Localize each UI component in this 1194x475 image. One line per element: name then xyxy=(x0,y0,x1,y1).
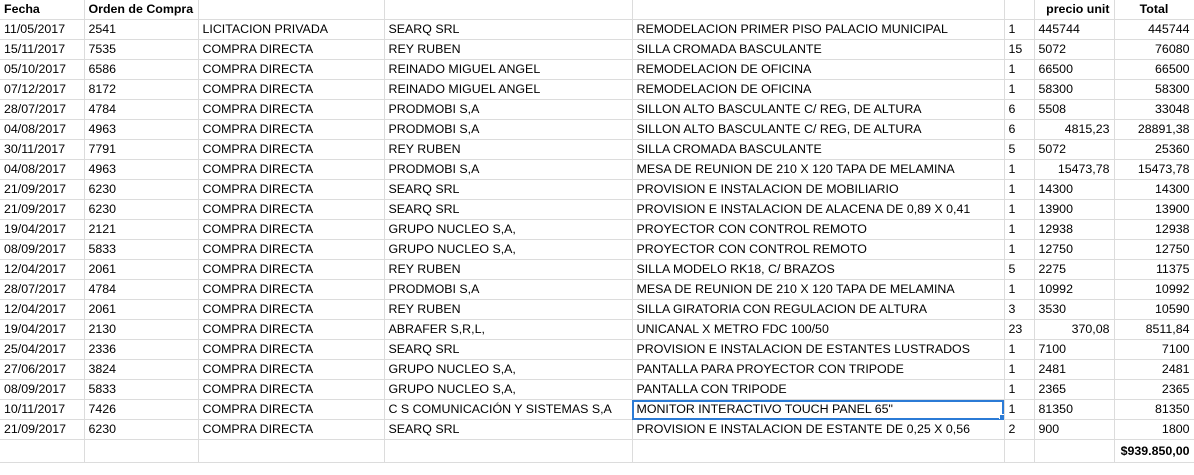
cell-orden[interactable]: 5833 xyxy=(84,380,198,400)
cell-proveedor[interactable]: C S COMUNICACIÓN Y SISTEMAS S,A xyxy=(384,400,632,420)
table-row xyxy=(0,180,1194,200)
grand-total[interactable]: $939.850,00 xyxy=(1114,440,1194,463)
cell-precio[interactable]: 13900 xyxy=(1034,200,1114,220)
cell-cantidad[interactable]: 23 xyxy=(1004,320,1034,340)
cell-tipo[interactable]: COMPRA DIRECTA xyxy=(198,340,384,360)
cell-total[interactable]: 12750 xyxy=(1114,240,1194,260)
cell-orden[interactable]: 7426 xyxy=(84,400,198,420)
cell-descripcion[interactable]: PROVISION E INSTALACION DE MOBILIARIO xyxy=(632,180,1004,200)
cell-fecha[interactable]: 21/09/2017 xyxy=(0,180,84,200)
cell-total[interactable]: 1800 xyxy=(1114,420,1194,440)
cell-fecha[interactable]: 25/04/2017 xyxy=(0,340,84,360)
header-fecha[interactable]: Fecha xyxy=(0,0,84,20)
cell-descripcion[interactable]: PANTALLA CON TRIPODE xyxy=(632,380,1004,400)
cell-proveedor[interactable]: SEARQ SRL xyxy=(384,200,632,220)
cell-cantidad[interactable]: 1 xyxy=(1004,400,1034,420)
header-row xyxy=(0,0,1194,20)
cell-total[interactable]: 445744 xyxy=(1114,20,1194,40)
cell-fecha[interactable]: 12/04/2017 xyxy=(0,300,84,320)
cell-descripcion[interactable]: PROYECTOR CON CONTROL REMOTO xyxy=(632,220,1004,240)
cell-tipo[interactable]: COMPRA DIRECTA xyxy=(198,60,384,80)
cell-descripcion[interactable]: SILLON ALTO BASCULANTE C/ REG, DE ALTURA xyxy=(632,100,1004,120)
cell-total[interactable]: 81350 xyxy=(1114,400,1194,420)
cell-orden[interactable]: 4784 xyxy=(84,100,198,120)
cell-descripcion[interactable]: SILLA CROMADA BASCULANTE xyxy=(632,140,1004,160)
cell-tipo[interactable]: COMPRA DIRECTA xyxy=(198,220,384,240)
cell-orden[interactable]: 2541 xyxy=(84,20,198,40)
cell-tipo[interactable]: COMPRA DIRECTA xyxy=(198,120,384,140)
cell-proveedor[interactable]: GRUPO NUCLEO S,A, xyxy=(384,240,632,260)
cell-precio[interactable]: 5508 xyxy=(1034,100,1114,120)
cell-cantidad[interactable]: 1 xyxy=(1004,160,1034,180)
cell-descripcion[interactable]: MONITOR INTERACTIVO TOUCH PANEL 65" xyxy=(632,400,1004,420)
cell-proveedor[interactable]: SEARQ SRL xyxy=(384,20,632,40)
cell-tipo[interactable]: COMPRA DIRECTA xyxy=(198,40,384,60)
table-row xyxy=(0,360,1194,380)
cell-proveedor[interactable]: REY RUBEN xyxy=(384,260,632,280)
header-total[interactable]: Total xyxy=(1114,0,1194,20)
cell-proveedor[interactable]: REY RUBEN xyxy=(384,40,632,60)
cell-orden[interactable]: 2121 xyxy=(84,220,198,240)
header-orden[interactable]: Orden de Compra xyxy=(84,0,198,20)
cell-descripcion[interactable]: REMODELACION DE OFICINA xyxy=(632,60,1004,80)
cell-precio[interactable]: 15473,78 xyxy=(1034,160,1114,180)
cell-tipo[interactable]: LICITACION PRIVADA xyxy=(198,20,384,40)
table-row xyxy=(0,220,1194,240)
cell-precio[interactable]: 2481 xyxy=(1034,360,1114,380)
cell-tipo[interactable]: COMPRA DIRECTA xyxy=(198,80,384,100)
cell-descripcion[interactable]: UNICANAL X METRO FDC 100/50 xyxy=(632,320,1004,340)
cell-orden[interactable]: 6230 xyxy=(84,420,198,440)
table-row xyxy=(0,160,1194,180)
cell-tipo[interactable]: COMPRA DIRECTA xyxy=(198,380,384,400)
cell-descripcion[interactable]: SILLA MODELO RK18, C/ BRAZOS xyxy=(632,260,1004,280)
cell-precio[interactable]: 370,08 xyxy=(1034,320,1114,340)
cell-proveedor[interactable]: REINADO MIGUEL ANGEL xyxy=(384,80,632,100)
table-row xyxy=(0,80,1194,100)
empty-cell[interactable] xyxy=(84,440,198,463)
table-row xyxy=(0,420,1194,440)
cell-descripcion[interactable]: REMODELACION PRIMER PISO PALACIO MUNICIPAL xyxy=(632,20,1004,40)
cell-total[interactable]: 15473,78 xyxy=(1114,160,1194,180)
cell-tipo[interactable]: COMPRA DIRECTA xyxy=(198,300,384,320)
cell-precio[interactable]: 12750 xyxy=(1034,240,1114,260)
cell-descripcion[interactable]: PROVISION E INSTALACION DE ESTANTE DE 0,25 X 0,56 xyxy=(632,420,1004,440)
table-row xyxy=(0,100,1194,120)
cell-orden[interactable]: 2130 xyxy=(84,320,198,340)
cell-orden[interactable]: 6230 xyxy=(84,200,198,220)
cell-precio[interactable]: 58300 xyxy=(1034,80,1114,100)
cell-cantidad[interactable]: 1 xyxy=(1004,200,1034,220)
cell-descripcion[interactable]: MESA DE REUNION DE 210 X 120 TAPA DE MELAMINA xyxy=(632,160,1004,180)
cell-total[interactable]: 2481 xyxy=(1114,360,1194,380)
cell-total[interactable]: 12938 xyxy=(1114,220,1194,240)
cell-total[interactable]: 10992 xyxy=(1114,280,1194,300)
table-row xyxy=(0,60,1194,80)
empty-cell[interactable] xyxy=(0,440,84,463)
cell-total[interactable]: 10590 xyxy=(1114,300,1194,320)
table-row xyxy=(0,280,1194,300)
cell-total[interactable]: 25360 xyxy=(1114,140,1194,160)
table-row xyxy=(0,40,1194,60)
cell-fecha[interactable]: 10/11/2017 xyxy=(0,400,84,420)
cell-cantidad[interactable]: 5 xyxy=(1004,140,1034,160)
cell-proveedor[interactable]: GRUPO NUCLEO S,A, xyxy=(384,220,632,240)
cell-total[interactable]: 58300 xyxy=(1114,80,1194,100)
cell-precio[interactable]: 4815,23 xyxy=(1034,120,1114,140)
cell-proveedor[interactable]: PRODMOBI S,A xyxy=(384,160,632,180)
cell-fecha[interactable]: 21/09/2017 xyxy=(0,200,84,220)
cell-precio[interactable]: 900 xyxy=(1034,420,1114,440)
cell-precio[interactable]: 3530 xyxy=(1034,300,1114,320)
cell-precio[interactable]: 66500 xyxy=(1034,60,1114,80)
empty-cell[interactable] xyxy=(198,440,384,463)
cell-fecha[interactable]: 04/08/2017 xyxy=(0,120,84,140)
cell-orden[interactable]: 5833 xyxy=(84,240,198,260)
cell-fecha[interactable]: 28/07/2017 xyxy=(0,100,84,120)
cell-tipo[interactable]: COMPRA DIRECTA xyxy=(198,260,384,280)
cell-cantidad[interactable]: 1 xyxy=(1004,380,1034,400)
cell-orden[interactable]: 3824 xyxy=(84,360,198,380)
cell-precio[interactable]: 445744 xyxy=(1034,20,1114,40)
empty-cell[interactable] xyxy=(1004,440,1034,463)
cell-orden[interactable]: 2061 xyxy=(84,260,198,280)
cell-tipo[interactable]: COMPRA DIRECTA xyxy=(198,180,384,200)
cell-tipo[interactable]: COMPRA DIRECTA xyxy=(198,280,384,300)
cell-fecha[interactable]: 28/07/2017 xyxy=(0,280,84,300)
cell-total[interactable]: 28891,38 xyxy=(1114,120,1194,140)
cell-fecha[interactable]: 04/08/2017 xyxy=(0,160,84,180)
cell-orden[interactable]: 8172 xyxy=(84,80,198,100)
cell-tipo[interactable]: COMPRA DIRECTA xyxy=(198,140,384,160)
cell-precio[interactable]: 12938 xyxy=(1034,220,1114,240)
cell-fecha[interactable]: 15/11/2017 xyxy=(0,40,84,60)
cell-proveedor[interactable]: REINADO MIGUEL ANGEL xyxy=(384,60,632,80)
cell-fecha[interactable]: 07/12/2017 xyxy=(0,80,84,100)
cell-precio[interactable]: 5072 xyxy=(1034,40,1114,60)
cell-precio[interactable]: 2275 xyxy=(1034,260,1114,280)
cell-orden[interactable]: 7791 xyxy=(84,140,198,160)
cell-proveedor[interactable]: REY RUBEN xyxy=(384,300,632,320)
empty-cell[interactable] xyxy=(632,440,1004,463)
cell-cantidad[interactable]: 1 xyxy=(1004,340,1034,360)
cell-proveedor[interactable]: PRODMOBI S,A xyxy=(384,120,632,140)
cell-precio[interactable]: 14300 xyxy=(1034,180,1114,200)
cell-total[interactable]: 7100 xyxy=(1114,340,1194,360)
cell-orden[interactable]: 4963 xyxy=(84,120,198,140)
cell-total[interactable]: 33048 xyxy=(1114,100,1194,120)
cell-cantidad[interactable]: 1 xyxy=(1004,240,1034,260)
cell-fecha[interactable]: 05/10/2017 xyxy=(0,60,84,80)
cell-descripcion[interactable]: SILLON ALTO BASCULANTE C/ REG, DE ALTURA xyxy=(632,120,1004,140)
table-row xyxy=(0,380,1194,400)
cell-total[interactable]: 2365 xyxy=(1114,380,1194,400)
table-row xyxy=(0,200,1194,220)
cell-descripcion[interactable]: SILLA CROMADA BASCULANTE xyxy=(632,40,1004,60)
cell-fecha[interactable]: 27/06/2017 xyxy=(0,360,84,380)
cell-cantidad[interactable]: 1 xyxy=(1004,280,1034,300)
table-row xyxy=(0,260,1194,280)
cell-descripcion[interactable]: PROVISION E INSTALACION DE ALACENA DE 0,89 X 0,41 xyxy=(632,200,1004,220)
header-tipo[interactable] xyxy=(198,0,384,20)
cell-cantidad[interactable]: 15 xyxy=(1004,40,1034,60)
cell-fecha[interactable]: 11/05/2017 xyxy=(0,20,84,40)
cell-orden[interactable]: 6586 xyxy=(84,60,198,80)
cell-cantidad[interactable]: 2 xyxy=(1004,420,1034,440)
cell-cantidad[interactable]: 1 xyxy=(1004,220,1034,240)
cell-cantidad[interactable]: 1 xyxy=(1004,80,1034,100)
cell-precio[interactable]: 81350 xyxy=(1034,400,1114,420)
cell-tipo[interactable]: COMPRA DIRECTA xyxy=(198,240,384,260)
cell-cantidad[interactable]: 5 xyxy=(1004,260,1034,280)
cell-proveedor[interactable]: GRUPO NUCLEO S,A, xyxy=(384,360,632,380)
cell-cantidad[interactable]: 3 xyxy=(1004,300,1034,320)
cell-precio[interactable]: 2365 xyxy=(1034,380,1114,400)
cell-orden[interactable]: 4963 xyxy=(84,160,198,180)
cell-fecha[interactable]: 12/04/2017 xyxy=(0,260,84,280)
cell-proveedor[interactable]: SEARQ SRL xyxy=(384,340,632,360)
table-row xyxy=(0,20,1194,40)
cell-cantidad[interactable]: 6 xyxy=(1004,120,1034,140)
cell-proveedor[interactable]: REY RUBEN xyxy=(384,140,632,160)
cell-cantidad[interactable]: 6 xyxy=(1004,100,1034,120)
cell-descripcion[interactable]: PROVISION E INSTALACION DE ESTANTES LUSTRADOS xyxy=(632,340,1004,360)
table-row xyxy=(0,400,1194,420)
cell-total[interactable]: 76080 xyxy=(1114,40,1194,60)
cell-cantidad[interactable]: 1 xyxy=(1004,20,1034,40)
header-proveedor[interactable] xyxy=(384,0,632,20)
cell-proveedor[interactable]: PRODMOBI S,A xyxy=(384,280,632,300)
cell-proveedor[interactable]: SEARQ SRL xyxy=(384,420,632,440)
header-descripcion[interactable] xyxy=(632,0,1004,20)
cell-total[interactable]: 13900 xyxy=(1114,200,1194,220)
cell-descripcion[interactable]: REMODELACION DE OFICINA xyxy=(632,80,1004,100)
cell-tipo[interactable]: COMPRA DIRECTA xyxy=(198,320,384,340)
table-row xyxy=(0,300,1194,320)
cell-orden[interactable]: 2336 xyxy=(84,340,198,360)
cell-proveedor[interactable]: GRUPO NUCLEO S,A, xyxy=(384,380,632,400)
cell-total[interactable]: 11375 xyxy=(1114,260,1194,280)
table-row xyxy=(0,140,1194,160)
cell-fecha[interactable]: 19/04/2017 xyxy=(0,220,84,240)
cell-orden[interactable]: 4784 xyxy=(84,280,198,300)
cell-tipo[interactable]: COMPRA DIRECTA xyxy=(198,160,384,180)
cell-proveedor[interactable]: PRODMOBI S,A xyxy=(384,100,632,120)
empty-cell[interactable] xyxy=(1034,440,1114,463)
fill-handle[interactable] xyxy=(999,414,1005,420)
cell-cantidad[interactable]: 1 xyxy=(1004,180,1034,200)
cell-tipo[interactable]: COMPRA DIRECTA xyxy=(198,420,384,440)
cell-total[interactable]: 14300 xyxy=(1114,180,1194,200)
cell-descripcion[interactable]: SILLA GIRATORIA CON REGULACION DE ALTURA xyxy=(632,300,1004,320)
header-precio[interactable]: precio unit xyxy=(1034,0,1114,20)
cell-total[interactable]: 66500 xyxy=(1114,60,1194,80)
cell-descripcion[interactable]: PANTALLA PARA PROYECTOR CON TRIPODE xyxy=(632,360,1004,380)
table-row xyxy=(0,120,1194,140)
empty-cell[interactable] xyxy=(384,440,632,463)
cell-fecha[interactable]: 08/09/2017 xyxy=(0,240,84,260)
cell-precio[interactable]: 5072 xyxy=(1034,140,1114,160)
cell-fecha[interactable]: 19/04/2017 xyxy=(0,320,84,340)
cell-orden[interactable]: 2061 xyxy=(84,300,198,320)
cell-precio[interactable]: 7100 xyxy=(1034,340,1114,360)
cell-precio[interactable]: 10992 xyxy=(1034,280,1114,300)
table-row xyxy=(0,340,1194,360)
cell-descripcion[interactable]: PROYECTOR CON CONTROL REMOTO xyxy=(632,240,1004,260)
cell-tipo[interactable]: COMPRA DIRECTA xyxy=(198,360,384,380)
cell-fecha[interactable]: 30/11/2017 xyxy=(0,140,84,160)
header-cantidad[interactable] xyxy=(1004,0,1034,20)
cell-fecha[interactable]: 08/09/2017 xyxy=(0,380,84,400)
cell-tipo[interactable]: COMPRA DIRECTA xyxy=(198,200,384,220)
table-row xyxy=(0,320,1194,340)
cell-total[interactable]: 8511,84 xyxy=(1114,320,1194,340)
cell-proveedor[interactable]: ABRAFER S,R,L, xyxy=(384,320,632,340)
table-row xyxy=(0,240,1194,260)
cell-orden[interactable]: 6230 xyxy=(84,180,198,200)
cell-orden[interactable]: 7535 xyxy=(84,40,198,60)
total-row xyxy=(0,440,1194,463)
cell-proveedor[interactable]: SEARQ SRL xyxy=(384,180,632,200)
cell-cantidad[interactable]: 1 xyxy=(1004,60,1034,80)
cell-descripcion[interactable]: MESA DE REUNION DE 210 X 120 TAPA DE MELAMINA xyxy=(632,280,1004,300)
cell-cantidad[interactable]: 1 xyxy=(1004,360,1034,380)
cell-tipo[interactable]: COMPRA DIRECTA xyxy=(198,100,384,120)
cell-tipo[interactable]: COMPRA DIRECTA xyxy=(198,400,384,420)
cell-fecha[interactable]: 21/09/2017 xyxy=(0,420,84,440)
